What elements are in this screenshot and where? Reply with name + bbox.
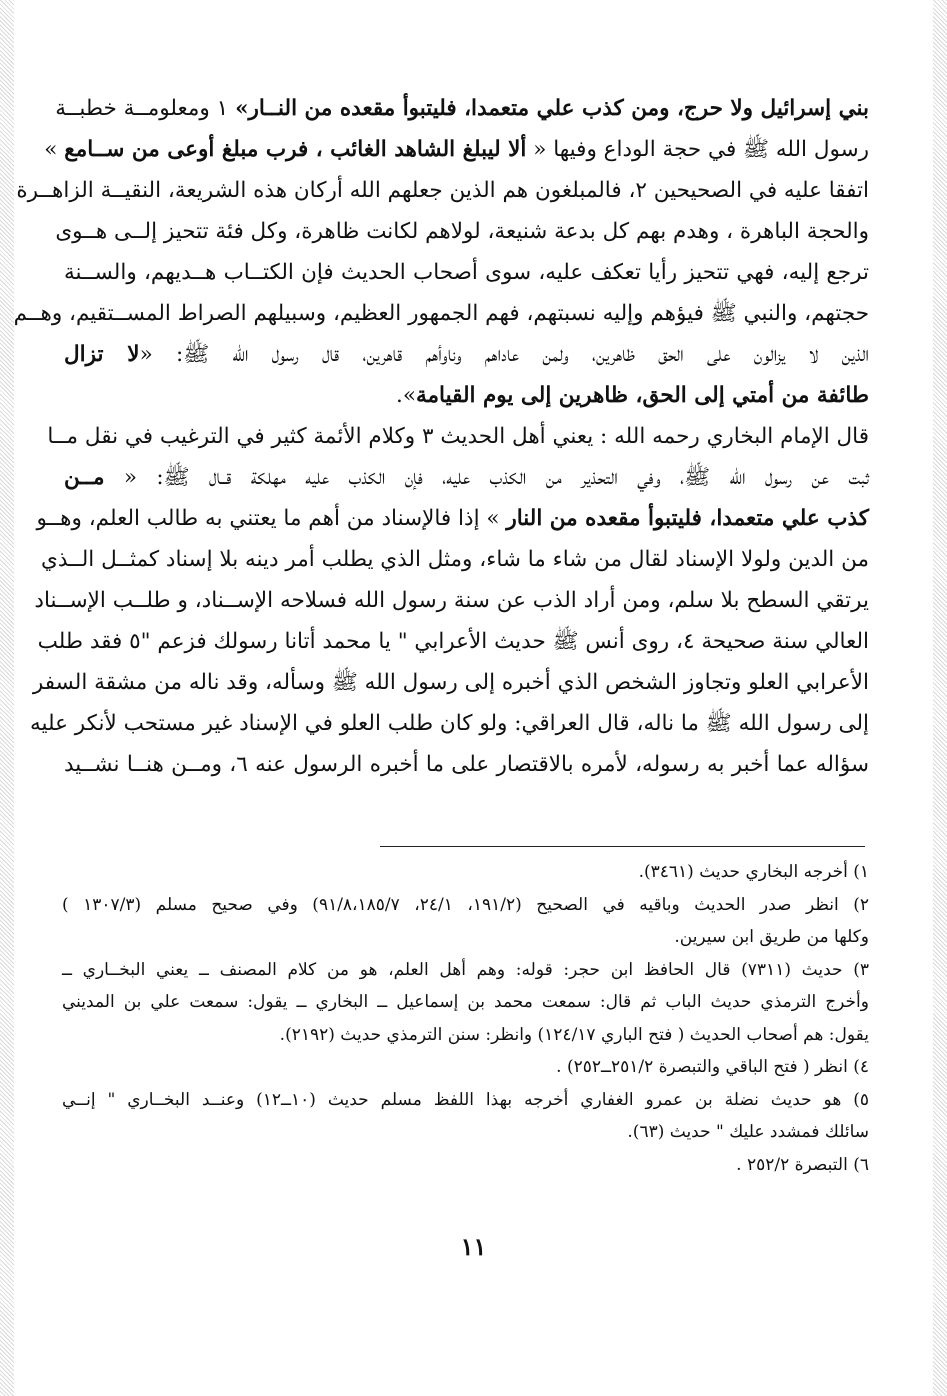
text-line	[36, 498, 869, 539]
text-line	[55, 88, 869, 129]
text-run: يرتقي السطح بلا سلم، ومن أراد الذب عن سنة رسول الله فسلاحه الإســناد، و طلــب الإســناد	[34, 588, 869, 613]
footnote-line: ١) أخرجه البخاري حديث (٣٤٦١).	[638, 862, 869, 882]
text-line	[47, 416, 869, 457]
footnote-line: ٤) انظر ( فتح الباقي والتبصرة ٢٥١/٢ــ٢٥٢) .	[556, 1057, 869, 1077]
text-run: ثبت عن رسول الله ﷺ، وفي التحذير من الكذب عليه، فإن الكذب عليه مهلكة قــال ﷺ: «	[104, 465, 869, 490]
text-run: اتفقا عليه في الصحيحين ٢، فالمبلغون هم الذين جعلهم الله أركان هذه الشريعة، النقيــة الزاهــرة	[16, 178, 869, 203]
text-run: » إذا فالإسناد من أهم ما يعتني به طالب العلم، وهــو	[36, 506, 507, 531]
footnote-separator	[380, 846, 865, 847]
footnote-line: يقول: هم أصحاب الحديث ( فتح الباري ١٢٤/١٧) وانظر: سنن الترمذي حديث (٢١٩٢).	[279, 1024, 869, 1045]
text-line	[64, 252, 869, 293]
text-line	[13, 293, 869, 334]
text-run: والحجة الباهرة ، وهدم بهم كل بدعة شنيعة، لولاهم لكانت ظاهرة، وكل فئة تتحيز إلــى هــوى	[55, 219, 869, 244]
text-line	[64, 334, 869, 375]
text-line	[55, 211, 869, 252]
text-run: رسول الله ﷺ في حجة الوداع وفيها «	[526, 137, 869, 162]
bold-text: طائفة من أمتي إلى الحق، ظاهرين إلى يوم القيامة	[416, 383, 869, 408]
text-run: ترجع إليه، فهي تتحيز رأيا تعكف عليه، سوى أصحاب الحديث فإن الكتــاب هــديهم، والســنة	[64, 260, 869, 285]
text-run: العالي سنة صحيحة ٤، روى أنس ﷺ حديث الأعرابي " يا محمد أتانا رسولك فزعم "٥ فقد طلب	[37, 629, 869, 654]
text-run: قال الإمام البخاري رحمه الله : يعني أهل الحديث ٣ وكلام الأئمة كثير في الترغيب في نقل مــا	[47, 424, 869, 449]
footnote-line: وكلها من طريق ابن سيرين.	[674, 927, 869, 947]
text-run: حجتهم، والنبي ﷺ فيؤهم وإليه نسبتهم، فهم الجمهور العظيم، وسبيلهم الصراط المســتقيم، وهــم	[13, 301, 869, 326]
text-line	[34, 580, 869, 621]
text-line	[64, 457, 869, 498]
footnote-line: ٥) هو حديث نضلة بن عمرو الغفاري أخرجه بهذا اللفظ مسلم حديث (١٠ــ١٢) وعنــد البخــاري " إنــي	[62, 1089, 869, 1110]
main-text	[13, 88, 869, 785]
text-line	[32, 662, 869, 703]
text-line	[64, 744, 869, 785]
text-run: ».	[396, 383, 417, 408]
text-run: من الدين ولولا الإسناد لقال من شاء ما شاء، ومثل الذي يطلب أمر دينه بلا إسناد كمثــل الــذي	[41, 547, 869, 572]
text-line	[16, 170, 869, 211]
page-number: ١١	[460, 1232, 487, 1261]
bold-text: لا تزال	[64, 342, 140, 367]
footnotes	[62, 856, 869, 1181]
bold-text: بني إسرائيل ولا حرج، ومن كذب علي متعمدا، فليتبوأ مقعده من النــار»	[235, 96, 869, 121]
text-line	[64, 375, 869, 416]
footnote-line: وأخرج الترمذي حديث الباب ثم قال: سمعت محمد بن إسماعيل ــ البخاري ــ يقول: سمعت علي بن المديني	[62, 992, 869, 1012]
footnote-line: سائلك فمشدد عليك " حديث (٦٣).	[627, 1122, 869, 1142]
text-run: إلى رسول الله ﷺ ما ناله، قال العراقي: ولو كان طلب العلو في الإسناد غير مستحب لأنكر عليه	[30, 711, 869, 736]
text-run: الذين لا يزالون على الحق ظاهرين، ولمن عاداهم وناوأهم قاهرين، قال رسول الله ﷺ: «	[139, 342, 869, 367]
bold-text: كذب علي متعمدا، فليتبوأ مقعده من النار	[506, 506, 869, 531]
text-line	[41, 539, 869, 580]
footnote-line: ٣) حديث (٧٣١١) قال الحافظ ابن حجر: قوله: وهم أهل العلم، هو من كلام المصنف ــ يعني البخــاري ــ	[62, 959, 869, 980]
footnote-line: ٢) انظر صدر الحديث وباقيه في الصحيح (١٩١/٢، ٢٤/١، ٩١/٨،١٨٥/٧) وفي صحيح مسلم (١٣٠٧/٣ )	[62, 894, 869, 915]
text-line	[37, 621, 869, 662]
text-run: »	[44, 137, 65, 162]
text-line	[44, 129, 869, 170]
footnote-line: ٦) التبصرة ٢٥٢/٢ .	[736, 1154, 869, 1175]
text-run: ١ ومعلومــة خطبــة	[55, 96, 236, 121]
text-run: سؤاله عما أخبر به رسوله، لأمره بالاقتصار على ما أخبره الرسول عنه ٦، ومــن هنــا نشــيد	[64, 752, 869, 777]
bold-text: مــن	[64, 465, 105, 490]
text-line	[30, 703, 869, 744]
text-run: الأعرابي العلو وتجاوز الشخص الذي أخبره إلى رسول الله ﷺ وسأله، وقد ناله من مشقة السفر	[32, 670, 869, 695]
bold-text: ألا ليبلغ الشاهد الغائب ، فرب مبلغ أوعى من ســامع	[64, 137, 527, 162]
